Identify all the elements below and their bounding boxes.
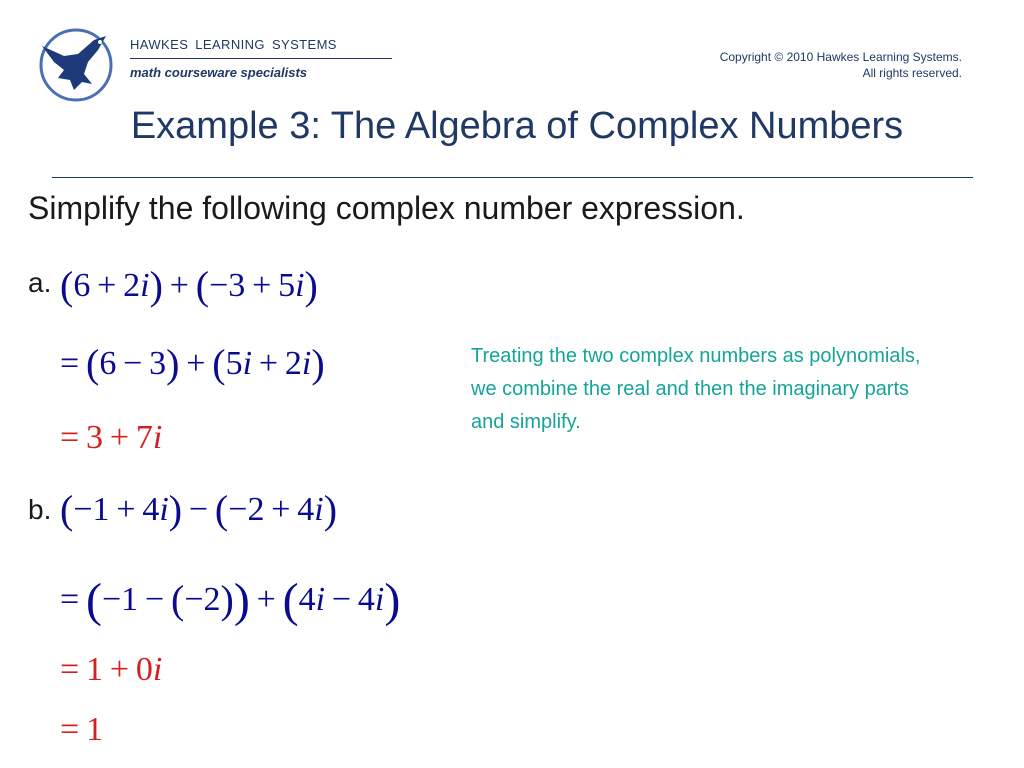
part-b-result: = 1 xyxy=(60,711,103,748)
part-b-step-2: = 1 + 0i xyxy=(60,651,163,688)
part-a-expression: (6 + 2i) + (−3 + 5i) xyxy=(60,263,318,308)
explanation-note: Treating the two complex numbers as polynomials, we combine the real and then the imaginary parts and simplify. xyxy=(471,345,921,433)
part-b-step-1: = (−1 − (−2)) + (4i − 4i) xyxy=(60,574,401,627)
part-a-step-1: = (6 − 3) + (5i + 2i) xyxy=(60,341,325,386)
eagle-logo-icon xyxy=(34,28,118,102)
part-b-expression: (−1 + 4i) − (−2 + 4i) xyxy=(60,487,338,532)
brand-tagline: math courseware specialists xyxy=(130,65,308,80)
brand-block xyxy=(130,37,392,80)
slide-title: Example 3: The Algebra of Complex Numbers xyxy=(130,105,904,147)
instruction-text: Simplify the following complex number expression. xyxy=(28,190,745,226)
copyright-line-2: All rights reserved. xyxy=(862,66,962,80)
brand-name: HAWKES LEARNING SYSTEMS xyxy=(130,37,392,59)
part-b-label: b. xyxy=(28,494,52,525)
title-divider xyxy=(52,177,973,178)
copyright-notice xyxy=(720,49,962,81)
copyright-line-1: Copyright © 2010 Hawkes Learning Systems. xyxy=(719,50,962,64)
part-a-label: a. xyxy=(28,267,52,298)
part-a-result: = 3 + 7i xyxy=(60,419,163,456)
